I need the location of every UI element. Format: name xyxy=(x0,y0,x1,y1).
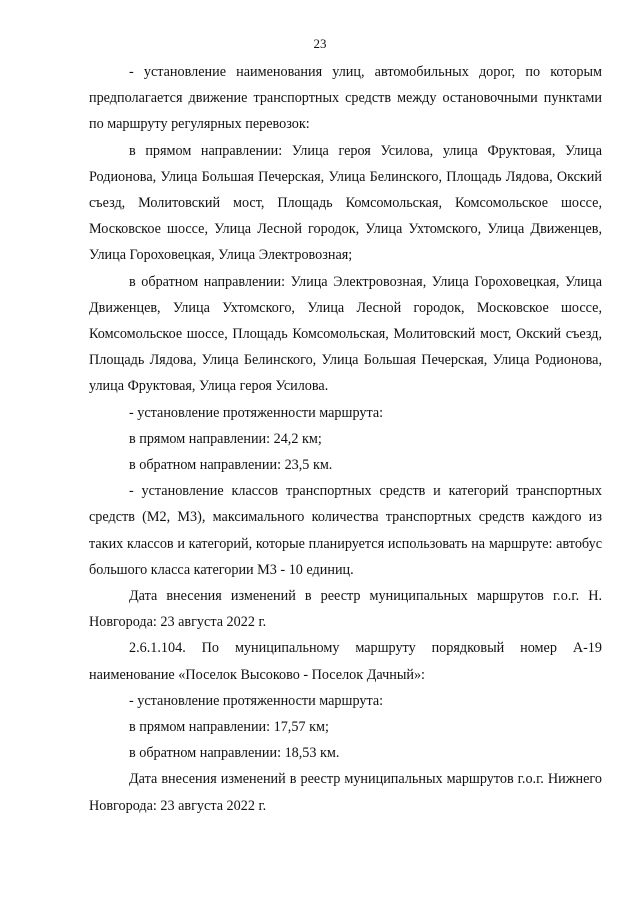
paragraph-reverse-length: в обратном направлении: 23,5 км. xyxy=(129,457,333,474)
paragraph-route-length-heading: - установление протяженности маршрута: xyxy=(129,404,384,421)
paragraph-street-names-intro: - установление наименования улиц, автомобильных дорог, по которым предполагается движение транспортных средств между остановочными пунктами по маршруту регулярных перевозок: xyxy=(89,64,602,133)
paragraph-forward-length-a19: в прямом направлении: 17,57 км; xyxy=(129,719,329,736)
paragraph-forward-streets: в прямом направлении: Улица героя Усилова, улица Фруктовая, Улица Родионова, Улица Большая Печерская, Улица Белинского, Площадь Лядова, Окский съезд, Молитовский мост, Площадь Комсомольская, Комсомольское шоссе, Московское шоссе, Улица Лесной городок, Улица Ухтомского, Улица Движенцев, Улица Гороховецкая, Улица Электровозная; xyxy=(89,142,602,264)
paragraph-reverse-streets: в обратном направлении: Улица Электровозная, Улица Гороховецкая, Улица Движенцев, Улица Ухтомского, Улица Лесной городок, Московское шоссе, Комсомольское шоссе, Площадь Комсомольская, Молитовский мост, Окский съезд, Площадь Лядова, Улица Белинского, Улица Большая Печерская, Улица Родионова, улица Фруктовая, Улица героя Усилова. xyxy=(89,273,602,395)
paragraph-registry-date: Дата внесения изменений в реестр муниципальных маршрутов г.о.г. Н. Новгорода: 23 августа 2022 г. xyxy=(89,588,602,631)
paragraph-vehicle-classes: - установление классов транспортных средств и категорий транспортных средств (М2, М3), максимального количества транспортных средств каждого из таких классов и категорий, которые планируется использовать на маршруте: автобус большого класса категории М3 - 10 единиц. xyxy=(89,483,602,578)
paragraph-route-length-heading-a19: - установление протяженности маршрута: xyxy=(129,692,384,709)
document-body xyxy=(89,59,602,819)
paragraph-forward-length: в прямом направлении: 24,2 км; xyxy=(129,430,322,447)
paragraph-reverse-length-a19: в обратном направлении: 18,53 км. xyxy=(129,745,340,762)
paragraph-registry-date-a19: Дата внесения изменений в реестр муниципальных маршрутов г.о.г. Нижнего Новгорода: 23 августа 2022 г. xyxy=(89,771,602,814)
paragraph-route-a19: 2.6.1.104. По муниципальному маршруту порядковый номер А-19 наименование «Поселок Высоково - Поселок Дачный»: xyxy=(89,640,602,683)
page-number: 23 xyxy=(313,36,327,51)
